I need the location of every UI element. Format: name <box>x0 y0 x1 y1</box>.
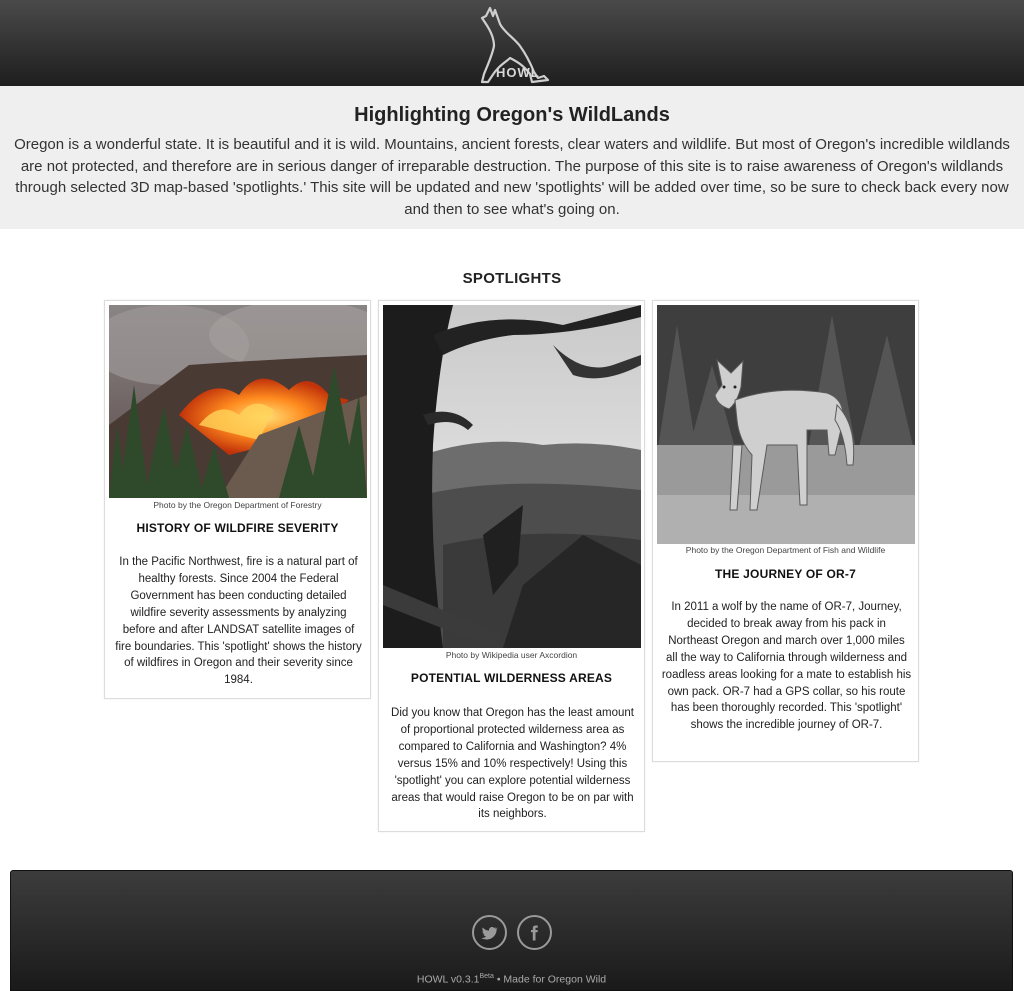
card-description: In the Pacific Northwest, fire is a natural part of healthy forests. Since 2004 the Federal Government has been conducting detailed wildfire severity assessments by analyzing before and after LANDSAT satellite images of fire boundaries. This 'spotlight' shows the history of wildfires in Oregon and their severity since 1984. <box>115 556 362 687</box>
card-description: Did you know that Oregon has the least amount of proportional protected wilderness area as compared to California and Washington? 4% versus 15% and 10% respectively! Using this 'spotlight' you can explore potential wilderness areas that would raise Oregon to be on par with its neighbors. <box>391 707 634 821</box>
wilderness-photo[interactable] <box>383 305 641 648</box>
page-title: Highlighting Oregon's WildLands <box>354 104 670 126</box>
spotlight-card-or7[interactable] <box>652 300 919 762</box>
social-links <box>11 915 1012 950</box>
photo-credit: Photo by the Oregon Department of Forestry <box>153 500 322 510</box>
facebook-link[interactable] <box>517 915 552 950</box>
card-title[interactable]: THE JOURNEY OF OR-7 <box>715 567 856 581</box>
intro-section <box>0 86 1024 229</box>
spotlight-card-wildfire[interactable] <box>104 300 371 699</box>
wildfire-photo[interactable] <box>109 305 367 498</box>
spotlights-heading: SPOTLIGHTS <box>462 270 562 287</box>
beta-tag: Beta <box>479 973 494 980</box>
twitter-link[interactable] <box>472 915 507 950</box>
footer-credits <box>11 973 1012 986</box>
card-title[interactable]: POTENTIAL WILDERNESS AREAS <box>410 671 613 685</box>
twitter-icon <box>480 924 498 942</box>
photo-credit: Photo by the Oregon Department of Fish and Wildlife <box>685 545 886 555</box>
photo-credit: Photo by Wikipedia user Axcordion <box>445 650 578 660</box>
card-description: In 2011 a wolf by the name of OR-7, Journey, decided to break away from his pack in Northeast Oregon and march over 1,000 miles all the way to California through wilderness and roadless areas looking for a mate to establish his own pack. OR-7 had a GPS collar, so his route has been thoroughly recorded. This 'spotlight' shows the incredible journey of OR-7. <box>661 601 912 732</box>
site-footer <box>10 870 1013 991</box>
spotlight-card-wilderness[interactable] <box>378 300 645 832</box>
card-title[interactable]: HISTORY OF WILDFIRE SEVERITY <box>136 521 339 535</box>
logo-text: HOWL <box>496 65 540 80</box>
facebook-icon <box>525 924 543 942</box>
intro-text: Oregon is a wonderful state. It is beautiful and it is wild. Mountains, ancient forests, clear waters and wildlife. But most of Oregon's incredible wildlands are not protected, and therefore are in serious danger of irreparable destruction. The purpose of this site is to raise awareness of Oregon's wildlands through selected 3D map-based 'spotlights.' This site will be updated and new 'spotlights' will be added over time, so be sure to check back every now and then to see what's going on. <box>14 136 1010 218</box>
wolf-photo[interactable] <box>657 305 915 544</box>
version-label: HOWL v0.3.1 <box>416 973 480 986</box>
site-header <box>0 0 1024 86</box>
howl-logo[interactable] <box>462 4 562 86</box>
footer-tagline: • Made for Oregon Wild <box>493 973 607 986</box>
